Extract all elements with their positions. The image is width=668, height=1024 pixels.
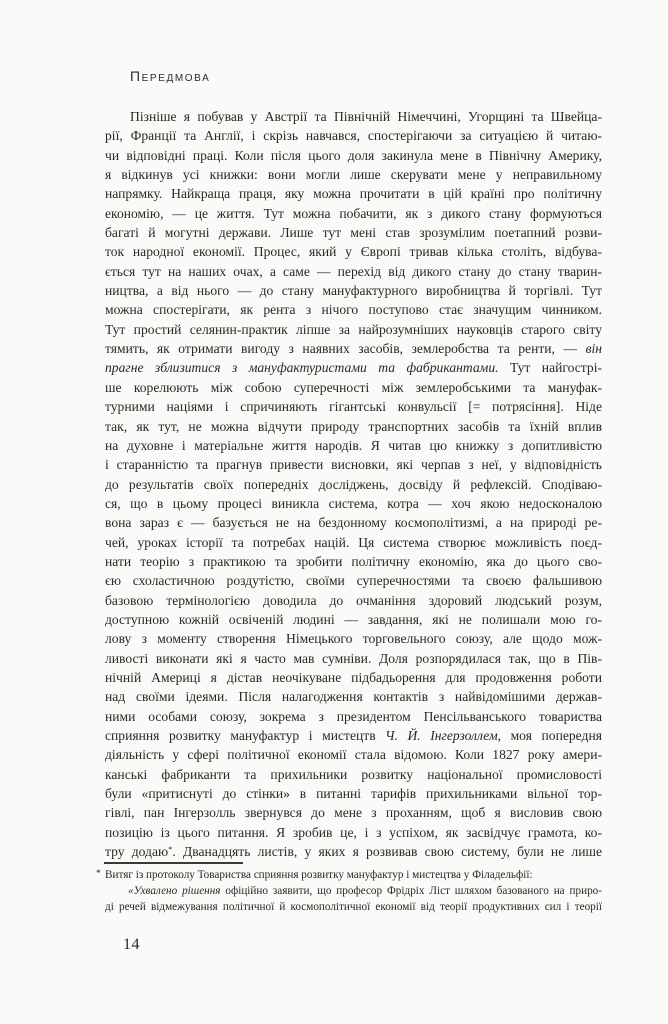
text-line bbox=[105, 223, 602, 242]
text-segment: були «притиснуті до стінки» в питанні тарифів прихильниками вільної тор- bbox=[105, 786, 602, 802]
text-line bbox=[105, 204, 602, 223]
body-paragraph bbox=[105, 107, 602, 861]
text-segment: сприяння розвитку мануфактур і мистецтв bbox=[105, 728, 386, 743]
text-line bbox=[105, 884, 602, 900]
text-segment: чи відповідні праці. Коли після цього доля закинула мене в Північну Америку, bbox=[105, 147, 602, 163]
text-segment: ток народної економії. Процес, який у Європі тривав кілька століть, відбува- bbox=[105, 244, 602, 260]
text-line bbox=[105, 707, 602, 726]
text-line bbox=[105, 107, 602, 126]
text-line bbox=[105, 668, 602, 687]
text-segment: над своїми ідеями. Після налагодження контактів з найвідомішими держав- bbox=[105, 689, 602, 705]
text-line bbox=[105, 397, 602, 416]
text-line bbox=[105, 823, 602, 842]
footnote-reference-mark: * bbox=[168, 843, 173, 854]
text-segment: Тут простий селянин-практик ліпше за найрозумніших науковців старого світу bbox=[105, 321, 602, 337]
text-segment: на духовне і матеріальне життя народів. Я читав цю книжку з допитливістю bbox=[105, 437, 602, 453]
page-number: 14 bbox=[123, 936, 140, 953]
text-line bbox=[105, 242, 602, 261]
text-segment: Пізніше я побував у Австрії та Північній Німеччині, Угорщині та Швейца- bbox=[130, 109, 602, 124]
text-line bbox=[105, 320, 602, 339]
text-line bbox=[105, 868, 602, 884]
text-segment: базовою термінологією доводила до очманіння здоровий людський розум, bbox=[105, 592, 602, 608]
text-segment: ними особами союзу, зокрема з президентом Пенсільванського товариства bbox=[105, 708, 602, 724]
text-line bbox=[105, 784, 602, 803]
text-line bbox=[105, 649, 602, 668]
text-line bbox=[105, 417, 602, 436]
text-line bbox=[105, 610, 602, 629]
text-line bbox=[105, 803, 602, 822]
text-line bbox=[105, 455, 602, 474]
text-line bbox=[105, 571, 602, 590]
text-segment: ливості виконати які я часто мав сумніви. Доля розпорядилася так, що в Пів- bbox=[105, 650, 602, 666]
text-segment: вона зараз є — базується не на бездонному космополітизмі, а на природі ре- bbox=[105, 515, 602, 531]
text-segment: позицію із цього питання. Я зробив це, і з успіхом, як засвідчує грамота, ко- bbox=[105, 824, 602, 840]
text-segment: економію, — це життя. Тут можна побачити, як з дикого стану формуються bbox=[105, 205, 602, 221]
text-segment: турними націями і спричиняють гігантські конвульсії [= потрясіння]. Ніде bbox=[105, 399, 602, 415]
text-line bbox=[105, 146, 602, 165]
text-segment: канські фабриканти та прихильники розвитку національної промисловості bbox=[105, 766, 602, 782]
text-line bbox=[105, 687, 602, 706]
text-line bbox=[105, 339, 602, 358]
text-line bbox=[105, 281, 602, 300]
text-segment: тямить, як отримати вигоду з наявних засобів, землеробства та ренти, — bbox=[105, 341, 586, 357]
text-line bbox=[105, 262, 602, 281]
footnote bbox=[105, 868, 602, 915]
text-segment: ше корелюють між собою суперечності між землеробськими та мануфак- bbox=[105, 379, 602, 395]
text-line bbox=[105, 378, 602, 397]
text-line bbox=[105, 629, 602, 648]
text-line bbox=[105, 765, 602, 784]
text-line bbox=[105, 300, 602, 319]
text-segment: ді речей відмежування політичної й космополітичної економії від теорії продуктивних сил і теорії bbox=[105, 900, 602, 913]
text-segment: напрямку. Найкраща праця, яку можна прочитати в цій країні про політичну bbox=[105, 186, 602, 202]
text-segment: лову з моменту створення Німецького торговельного союзу, але щодо мож- bbox=[105, 631, 602, 647]
text-segment: доступною кожній освіченій людині — завдання, які не полишали мою го- bbox=[105, 611, 602, 627]
text-segment: нічній Америці я дістав неочікуване підбадьорення для продовження роботи bbox=[105, 669, 602, 685]
text-segment: єю схоластичною роздутістю, своїми суперечностями та своєю фальшивою bbox=[105, 573, 602, 589]
text-line bbox=[105, 552, 602, 571]
text-segment: так, як тут, не можна відчути природу транспортних засобів та їхній вплив bbox=[105, 418, 602, 434]
text-segment: нати теорію з практикою та зробити політичну економію, яка до цього сво- bbox=[105, 553, 602, 569]
text-line bbox=[105, 358, 602, 377]
text-segment: тру додаю bbox=[105, 844, 169, 860]
text-segment: і старанністю та прагнув привести висновки, які черпав з неї, у відповідність bbox=[105, 457, 602, 473]
text-segment: . Дванадцять листів, у яких я розвивав свою систему, були не лише bbox=[172, 844, 602, 860]
emphasis-text: Ч. Й. Інгерзоллем bbox=[385, 728, 498, 743]
text-segment: я відкинув усі книжки: вони могли лише скерувати мене у неправильному bbox=[105, 167, 602, 183]
text-line bbox=[105, 533, 602, 552]
text-line bbox=[105, 900, 602, 916]
text-segment: діяльність у сфері політичної економії стала відомою. Коли 1827 року амери- bbox=[105, 747, 602, 763]
text-line bbox=[105, 726, 602, 745]
footnote-marker: * bbox=[96, 869, 101, 879]
text-line bbox=[105, 184, 602, 203]
text-line bbox=[105, 126, 602, 145]
text-line bbox=[105, 494, 602, 513]
emphasis-text: «Ухвалено рішення bbox=[128, 884, 221, 897]
text-segment: офіційно заявити, що професор Фрідріх Ліст шляхом базованого на приро- bbox=[220, 884, 602, 897]
text-line bbox=[105, 591, 602, 610]
emphasis-text: він bbox=[585, 341, 602, 357]
text-line bbox=[105, 475, 602, 494]
text-line bbox=[105, 745, 602, 764]
text-segment: багаті й могутні держави. Лише тут мені став зрозумілим поетапний розви- bbox=[105, 225, 602, 241]
text-segment: Витяг із протоколу Товариства сприяння розвитку мануфактур і мистецтва у Філадельфії: bbox=[105, 869, 533, 881]
text-line bbox=[105, 165, 602, 184]
emphasis-text: прагне зблизитися з мануфактуристами та фабрикантами. bbox=[105, 360, 499, 376]
text-line bbox=[105, 842, 602, 861]
footnote-separator bbox=[104, 862, 243, 864]
text-segment: рії, Франції та Англії, і скрізь навчався, спостерігаючи за ситуацією й читаю- bbox=[105, 128, 602, 144]
text-segment: Тут найгострі- bbox=[498, 360, 602, 376]
running-header: Передмова bbox=[130, 68, 211, 84]
text-segment: , моя попередня bbox=[497, 728, 602, 743]
text-segment: гівлі, пан Інгерзолль звернувся до мене з проханням, щоб я висловив свою bbox=[105, 805, 602, 821]
text-segment: ється тут на наших очах, а саме — перехід від дикого стану до стану тварин- bbox=[105, 263, 602, 279]
text-line bbox=[105, 513, 602, 532]
text-segment: ництва, а від нього — до стану мануфактурного виробництва й торгівлі. Тут bbox=[105, 283, 602, 299]
text-segment: чей, уроках історії та потребах націй. Ця система створює можливість поєд- bbox=[105, 534, 602, 550]
text-segment: можна спостерігати, як рента з нічого поступово стає значущим чинником. bbox=[105, 302, 602, 318]
text-segment: ся, що в цьому процесі виникла система, котра — хоч якою недосконалою bbox=[105, 495, 602, 511]
text-segment: до результатів своїх попередніх досліджень, досвіду й рефлексій. Сподіваю- bbox=[105, 476, 602, 492]
text-line bbox=[105, 436, 602, 455]
